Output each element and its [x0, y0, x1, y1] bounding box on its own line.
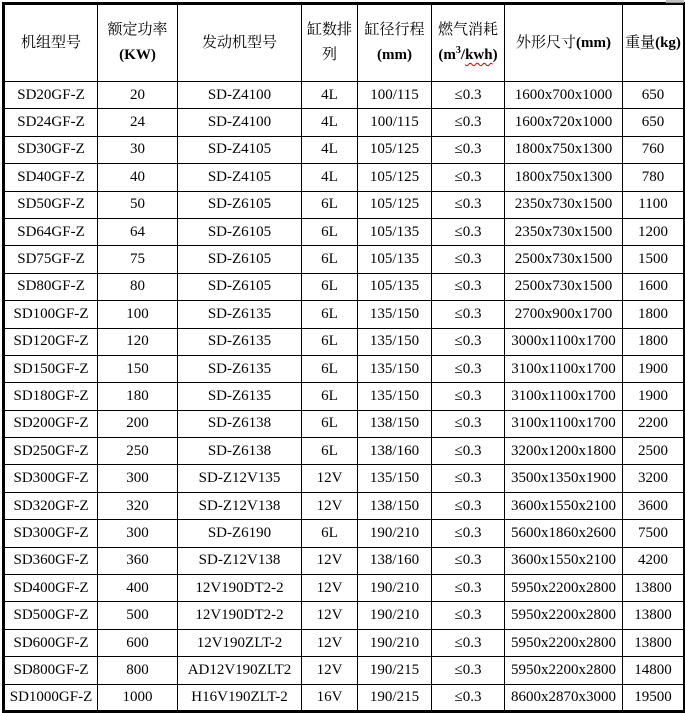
- cell-gas-consumption: ≤0.3: [432, 82, 505, 109]
- col-header-line: [358, 43, 431, 68]
- cell-cylinders: 16V: [302, 684, 358, 711]
- cell-gas-consumption: ≤0.3: [432, 301, 505, 328]
- cell-gas-consumption: ≤0.3: [432, 355, 505, 382]
- cell-weight: 13800: [623, 575, 685, 602]
- cell-model: SD80GF-Z: [4, 273, 98, 300]
- cell-gas-consumption: ≤0.3: [432, 547, 505, 574]
- header-text-segment: 额定功率: [107, 22, 168, 38]
- cell-gas-consumption: ≤0.3: [432, 438, 505, 465]
- cell-dimensions: 2350x730x1500: [505, 191, 623, 218]
- cell-rated-power: 50: [98, 191, 178, 218]
- cell-cylinders: 12V: [302, 492, 358, 519]
- cell-engine-model: SD-Z6135: [178, 328, 302, 355]
- cell-weight: 19500: [623, 684, 685, 711]
- table-row: [4, 575, 685, 602]
- table-row: [4, 82, 685, 109]
- cell-weight: 650: [623, 109, 685, 136]
- cell-cylinders: 12V: [302, 465, 358, 492]
- cell-cylinders: 4L: [302, 109, 358, 136]
- cell-model: SD40GF-Z: [4, 164, 98, 191]
- cell-gas-consumption: ≤0.3: [432, 328, 505, 355]
- cell-model: SD120GF-Z: [4, 328, 98, 355]
- cell-bore-stroke: 105/125: [358, 191, 432, 218]
- cell-rated-power: 100: [98, 301, 178, 328]
- col-header-rated-power: [98, 4, 178, 82]
- cell-model: SD1000GF-Z: [4, 684, 98, 711]
- cell-rated-power: 150: [98, 355, 178, 382]
- cell-engine-model: SD-Z6138: [178, 438, 302, 465]
- cell-gas-consumption: ≤0.3: [432, 191, 505, 218]
- cell-model: SD360GF-Z: [4, 547, 98, 574]
- cell-bore-stroke: 135/150: [358, 301, 432, 328]
- cell-engine-model: SD-Z6135: [178, 301, 302, 328]
- table-row: [4, 602, 685, 629]
- col-header-engine-model: [178, 4, 302, 82]
- cell-gas-consumption: ≤0.3: [432, 657, 505, 684]
- cell-engine-model: SD-Z6190: [178, 520, 302, 547]
- header-text-segment: (m: [438, 47, 456, 63]
- table-row: [4, 383, 685, 410]
- cell-bore-stroke: 190/210: [358, 629, 432, 656]
- generator-spec-table: [2, 2, 685, 713]
- cell-weight: 1800: [623, 328, 685, 355]
- cell-weight: 1200: [623, 218, 685, 245]
- col-header-line: [98, 43, 177, 68]
- cell-dimensions: 5950x2200x2800: [505, 602, 623, 629]
- cell-engine-model: 12V190DT2-2: [178, 575, 302, 602]
- header-text-segment: 重量: [625, 34, 656, 51]
- cell-model: SD180GF-Z: [4, 383, 98, 410]
- cell-dimensions: 1600x720x1000: [505, 109, 623, 136]
- cell-model: SD400GF-Z: [4, 575, 98, 602]
- cell-cylinders: 4L: [302, 136, 358, 163]
- table-row: [4, 438, 685, 465]
- table-row: [4, 410, 685, 437]
- header-text-segment: 机组型号: [20, 34, 81, 51]
- header-text-segment: (KW): [119, 47, 156, 63]
- cell-model: SD250GF-Z: [4, 438, 98, 465]
- cell-gas-consumption: ≤0.3: [432, 273, 505, 300]
- cell-engine-model: 12V190DT2-2: [178, 602, 302, 629]
- cell-model: SD320GF-Z: [4, 492, 98, 519]
- cell-engine-model: AD12V190ZLT2: [178, 657, 302, 684]
- cell-dimensions: 5600x1860x2600: [505, 520, 623, 547]
- cell-engine-model: H16V190ZLT-2: [178, 684, 302, 711]
- cell-engine-model: SD-Z6105: [178, 218, 302, 245]
- cell-weight: 1900: [623, 383, 685, 410]
- cell-model: SD200GF-Z: [4, 410, 98, 437]
- header-text-segment: 3: [455, 45, 461, 56]
- header-text-segment: 列: [321, 47, 337, 63]
- cell-bore-stroke: 105/135: [358, 246, 432, 273]
- cell-engine-model: SD-Z12V138: [178, 547, 302, 574]
- cell-weight: 13800: [623, 629, 685, 656]
- table-row: [4, 520, 685, 547]
- cell-gas-consumption: ≤0.3: [432, 136, 505, 163]
- cell-bore-stroke: 138/150: [358, 492, 432, 519]
- cell-bore-stroke: 190/215: [358, 657, 432, 684]
- cell-dimensions: 1600x700x1000: [505, 82, 623, 109]
- cell-engine-model: SD-Z4100: [178, 109, 302, 136]
- cell-gas-consumption: ≤0.3: [432, 492, 505, 519]
- cell-cylinders: 6L: [302, 410, 358, 437]
- cell-rated-power: 30: [98, 136, 178, 163]
- cell-weight: 1500: [623, 246, 685, 273]
- cell-weight: 1800: [623, 301, 685, 328]
- cell-bore-stroke: 105/125: [358, 136, 432, 163]
- cell-cylinders: 12V: [302, 629, 358, 656]
- cell-rated-power: 64: [98, 218, 178, 245]
- cell-dimensions: 2500x730x1500: [505, 273, 623, 300]
- cell-cylinders: 6L: [302, 355, 358, 382]
- cell-model: SD300GF-Z: [4, 465, 98, 492]
- header-row: [4, 4, 685, 82]
- table-row: [4, 301, 685, 328]
- cell-gas-consumption: ≤0.3: [432, 602, 505, 629]
- cell-rated-power: 500: [98, 602, 178, 629]
- cell-cylinders: 12V: [302, 575, 358, 602]
- cell-engine-model: SD-Z6135: [178, 355, 302, 382]
- cell-bore-stroke: 190/210: [358, 575, 432, 602]
- cell-cylinders: 6L: [302, 301, 358, 328]
- cell-model: SD50GF-Z: [4, 191, 98, 218]
- cell-cylinders: 6L: [302, 328, 358, 355]
- cell-engine-model: SD-Z6138: [178, 410, 302, 437]
- cell-model: SD150GF-Z: [4, 355, 98, 382]
- cell-gas-consumption: ≤0.3: [432, 575, 505, 602]
- cell-dimensions: 8600x2870x3000: [505, 684, 623, 711]
- cell-bore-stroke: 100/115: [358, 82, 432, 109]
- cell-weight: 7500: [623, 520, 685, 547]
- cell-rated-power: 120: [98, 328, 178, 355]
- cell-model: SD24GF-Z: [4, 109, 98, 136]
- cell-dimensions: 3500x1350x1900: [505, 465, 623, 492]
- cell-dimensions: 3000x1100x1700: [505, 328, 623, 355]
- table-row: [4, 629, 685, 656]
- table-row: [4, 328, 685, 355]
- cell-rated-power: 320: [98, 492, 178, 519]
- table-row: [4, 246, 685, 273]
- header-text-segment: 缸径行程: [364, 22, 425, 38]
- cell-cylinders: 6L: [302, 218, 358, 245]
- cell-cylinders: 12V: [302, 602, 358, 629]
- header-text-segment: ): [492, 47, 498, 63]
- cell-model: SD500GF-Z: [4, 602, 98, 629]
- cell-engine-model: SD-Z12V135: [178, 465, 302, 492]
- cell-dimensions: 1800x750x1300: [505, 136, 623, 163]
- cell-bore-stroke: 190/210: [358, 520, 432, 547]
- cell-engine-model: SD-Z6105: [178, 191, 302, 218]
- table-row: [4, 164, 685, 191]
- cell-dimensions: 5950x2200x2800: [505, 657, 623, 684]
- col-header-cylinders: [302, 4, 358, 82]
- cell-weight: 14800: [623, 657, 685, 684]
- cell-cylinders: 4L: [302, 82, 358, 109]
- cell-rated-power: 75: [98, 246, 178, 273]
- cell-cylinders: 6L: [302, 273, 358, 300]
- cell-dimensions: 2500x730x1500: [505, 246, 623, 273]
- cell-engine-model: SD-Z4100: [178, 82, 302, 109]
- col-header-line: [178, 31, 301, 56]
- cell-dimensions: 3100x1100x1700: [505, 355, 623, 382]
- cell-dimensions: 3600x1550x2100: [505, 492, 623, 519]
- col-header-weight: [623, 4, 685, 82]
- col-header-line: [358, 18, 431, 43]
- cell-bore-stroke: 138/150: [358, 410, 432, 437]
- cell-rated-power: 40: [98, 164, 178, 191]
- cell-rated-power: 400: [98, 575, 178, 602]
- cell-gas-consumption: ≤0.3: [432, 684, 505, 711]
- cell-weight: 1600: [623, 273, 685, 300]
- table-row: [4, 492, 685, 519]
- col-header-bore-stroke: [358, 4, 432, 82]
- cell-dimensions: 2700x900x1700: [505, 301, 623, 328]
- table-row: [4, 465, 685, 492]
- col-header-line: [302, 43, 357, 68]
- header-text-segment: /: [460, 47, 466, 63]
- cell-weight: 650: [623, 82, 685, 109]
- cell-bore-stroke: 105/135: [358, 273, 432, 300]
- cell-rated-power: 80: [98, 273, 178, 300]
- col-header-line: [505, 31, 622, 56]
- cell-engine-model: SD-Z6105: [178, 246, 302, 273]
- cell-gas-consumption: ≤0.3: [432, 629, 505, 656]
- cell-rated-power: 600: [98, 629, 178, 656]
- col-header-line: [302, 18, 357, 43]
- cell-bore-stroke: 135/150: [358, 328, 432, 355]
- cell-bore-stroke: 138/160: [358, 438, 432, 465]
- cell-gas-consumption: ≤0.3: [432, 109, 505, 136]
- cell-gas-consumption: ≤0.3: [432, 383, 505, 410]
- cell-dimensions: 1800x750x1300: [505, 164, 623, 191]
- scrollbar-thumb-fragment[interactable]: [666, 0, 684, 3]
- cell-bore-stroke: 138/160: [358, 547, 432, 574]
- cell-model: SD300GF-Z: [4, 520, 98, 547]
- cell-gas-consumption: ≤0.3: [432, 410, 505, 437]
- table-row: [4, 218, 685, 245]
- table-row: [4, 191, 685, 218]
- col-header-line: [623, 31, 683, 56]
- cell-dimensions: 2350x730x1500: [505, 218, 623, 245]
- cell-model: SD100GF-Z: [4, 301, 98, 328]
- table-row: [4, 547, 685, 574]
- cell-dimensions: 3200x1200x1800: [505, 438, 623, 465]
- col-header-gas-consumption: [432, 4, 505, 82]
- cell-bore-stroke: 135/150: [358, 465, 432, 492]
- cell-cylinders: 4L: [302, 164, 358, 191]
- cell-bore-stroke: 190/210: [358, 602, 432, 629]
- cell-gas-consumption: ≤0.3: [432, 465, 505, 492]
- cell-rated-power: 360: [98, 547, 178, 574]
- cell-weight: 2200: [623, 410, 685, 437]
- cell-cylinders: 6L: [302, 438, 358, 465]
- col-header-line: [432, 43, 504, 68]
- col-header-line: [98, 18, 177, 43]
- cell-gas-consumption: ≤0.3: [432, 520, 505, 547]
- header-text-segment: 发动机型号: [201, 34, 277, 51]
- table-header: [4, 4, 685, 82]
- cell-model: SD20GF-Z: [4, 82, 98, 109]
- cell-weight: 780: [623, 164, 685, 191]
- cell-rated-power: 300: [98, 520, 178, 547]
- header-text-segment: (mm): [576, 34, 611, 51]
- col-header-model: [4, 4, 98, 82]
- cell-weight: 760: [623, 136, 685, 163]
- cell-weight: 2500: [623, 438, 685, 465]
- cell-dimensions: 3100x1100x1700: [505, 410, 623, 437]
- cell-weight: 13800: [623, 602, 685, 629]
- cell-model: SD64GF-Z: [4, 218, 98, 245]
- col-header-line: [5, 31, 97, 56]
- cell-bore-stroke: 105/135: [358, 218, 432, 245]
- cell-gas-consumption: ≤0.3: [432, 218, 505, 245]
- header-text-segment: kwh: [465, 47, 493, 63]
- cell-dimensions: 3600x1550x2100: [505, 547, 623, 574]
- cell-model: SD75GF-Z: [4, 246, 98, 273]
- cell-rated-power: 250: [98, 438, 178, 465]
- cell-cylinders: 12V: [302, 547, 358, 574]
- header-text-segment: (kg): [655, 34, 681, 51]
- cell-cylinders: 6L: [302, 383, 358, 410]
- cell-model: SD800GF-Z: [4, 657, 98, 684]
- cell-model: SD30GF-Z: [4, 136, 98, 163]
- cell-bore-stroke: 190/215: [358, 684, 432, 711]
- cell-rated-power: 20: [98, 82, 178, 109]
- cell-bore-stroke: 105/125: [358, 164, 432, 191]
- cell-engine-model: SD-Z4105: [178, 164, 302, 191]
- cell-engine-model: 12V190ZLT-2: [178, 629, 302, 656]
- cell-rated-power: 200: [98, 410, 178, 437]
- cell-rated-power: 1000: [98, 684, 178, 711]
- table-row: [4, 273, 685, 300]
- cell-dimensions: 3100x1100x1700: [505, 383, 623, 410]
- cell-engine-model: SD-Z6105: [178, 273, 302, 300]
- header-text-segment: (mm): [377, 47, 412, 63]
- cell-gas-consumption: ≤0.3: [432, 246, 505, 273]
- cell-gas-consumption: ≤0.3: [432, 164, 505, 191]
- cell-bore-stroke: 135/150: [358, 355, 432, 382]
- cell-engine-model: SD-Z12V138: [178, 492, 302, 519]
- cell-weight: 3600: [623, 492, 685, 519]
- cell-weight: 1900: [623, 355, 685, 382]
- table-row: [4, 136, 685, 163]
- cell-weight: 1100: [623, 191, 685, 218]
- cell-engine-model: SD-Z6135: [178, 383, 302, 410]
- cell-bore-stroke: 135/150: [358, 383, 432, 410]
- cell-rated-power: 300: [98, 465, 178, 492]
- table-body: [4, 82, 685, 712]
- header-text-segment: 缸数排: [306, 22, 352, 38]
- cell-cylinders: 6L: [302, 520, 358, 547]
- cell-rated-power: 800: [98, 657, 178, 684]
- cell-dimensions: 5950x2200x2800: [505, 575, 623, 602]
- table-row: [4, 355, 685, 382]
- cell-rated-power: 180: [98, 383, 178, 410]
- cell-weight: 4200: [623, 547, 685, 574]
- cell-engine-model: SD-Z4105: [178, 136, 302, 163]
- table-row: [4, 684, 685, 711]
- col-header-dimensions: [505, 4, 623, 82]
- cell-dimensions: 5950x2200x2800: [505, 629, 623, 656]
- cell-cylinders: 6L: [302, 246, 358, 273]
- cell-rated-power: 24: [98, 109, 178, 136]
- cell-weight: 3200: [623, 465, 685, 492]
- col-header-line: [432, 18, 504, 43]
- header-text-segment: 外形尺寸: [516, 34, 577, 51]
- cell-cylinders: 6L: [302, 191, 358, 218]
- cell-model: SD600GF-Z: [4, 629, 98, 656]
- header-text-segment: 燃气消耗: [437, 22, 498, 38]
- table-row: [4, 657, 685, 684]
- cell-bore-stroke: 100/115: [358, 109, 432, 136]
- table-row: [4, 109, 685, 136]
- cell-cylinders: 12V: [302, 657, 358, 684]
